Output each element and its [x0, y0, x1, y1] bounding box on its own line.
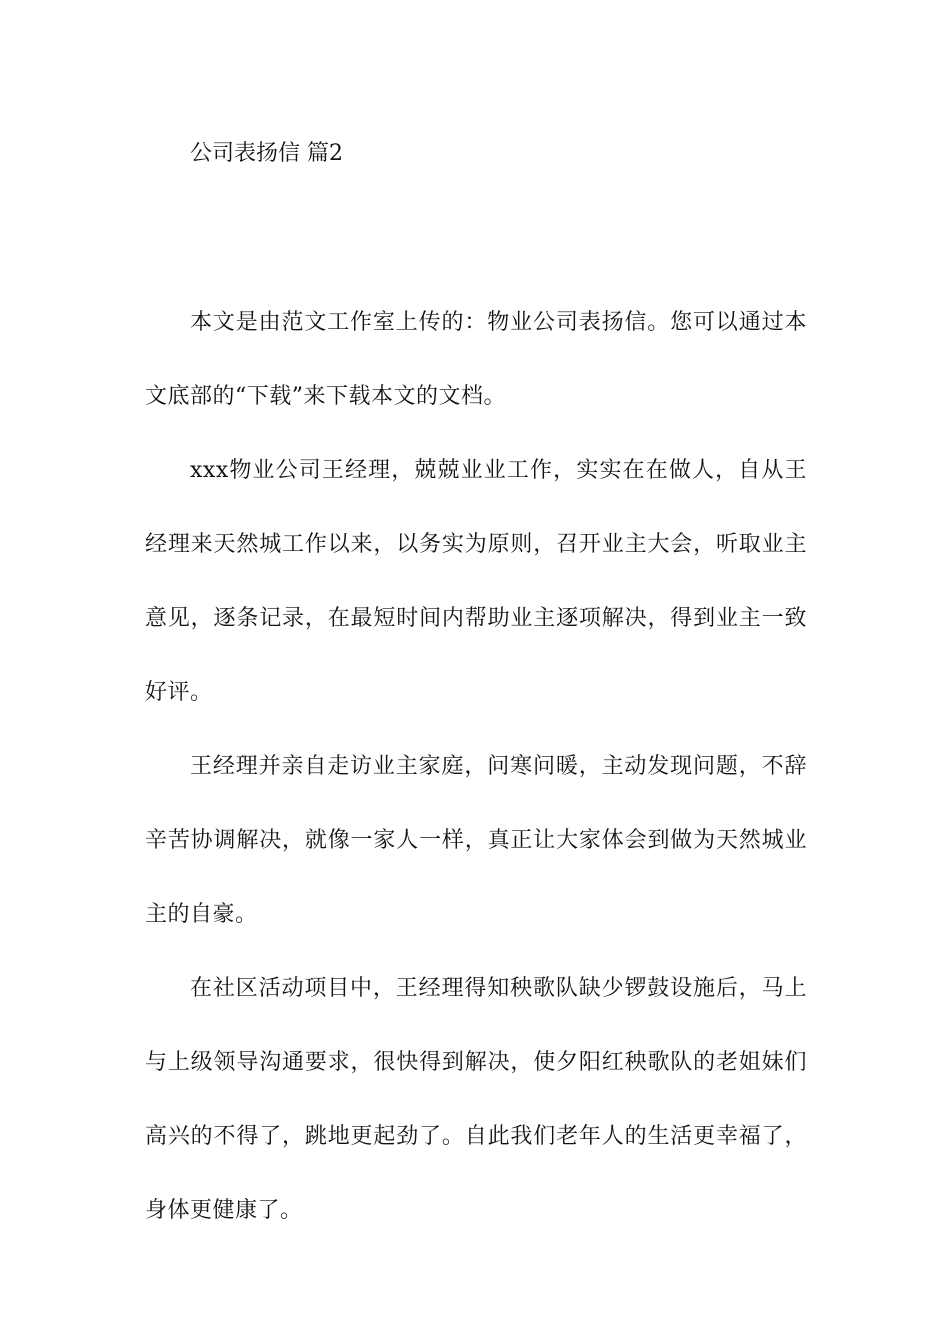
paragraph-manager-work: xxx物业公司王经理，兢兢业业工作，实实在在做人，自从王经理来天然城工作以来，以务实为原则，召开业主大会，听取业主意见，逐条记录，在最短时间内帮助业主逐项解决，得到业主一致好评。	[145, 458, 807, 705]
paragraph-intro: 本文是由范文工作室上传的：物业公司表扬信。您可以通过本文底部的“下载”来下载本文的文档。	[145, 310, 807, 409]
document-title: 公司表扬信 篇2	[190, 141, 343, 166]
paragraph-community-activity: 在社区活动项目中，王经理得知秧歌队缺少锣鼓设施后，马上与上级领导沟通要求，很快得到解决，使夕阳红秧歌队的老姐妹们高兴的不得了，跳地更起劲了。自此我们老年人的生活更幸福了，身体更健康了。	[145, 976, 807, 1223]
document-body	[145, 286, 807, 1248]
paragraph-home-visits: 王经理并亲自走访业主家庭，问寒问暖，主动发现问题，不辞辛苦协调解决，就像一家人一样，真正让大家体会到做为天然城业主的自豪。	[145, 754, 807, 927]
